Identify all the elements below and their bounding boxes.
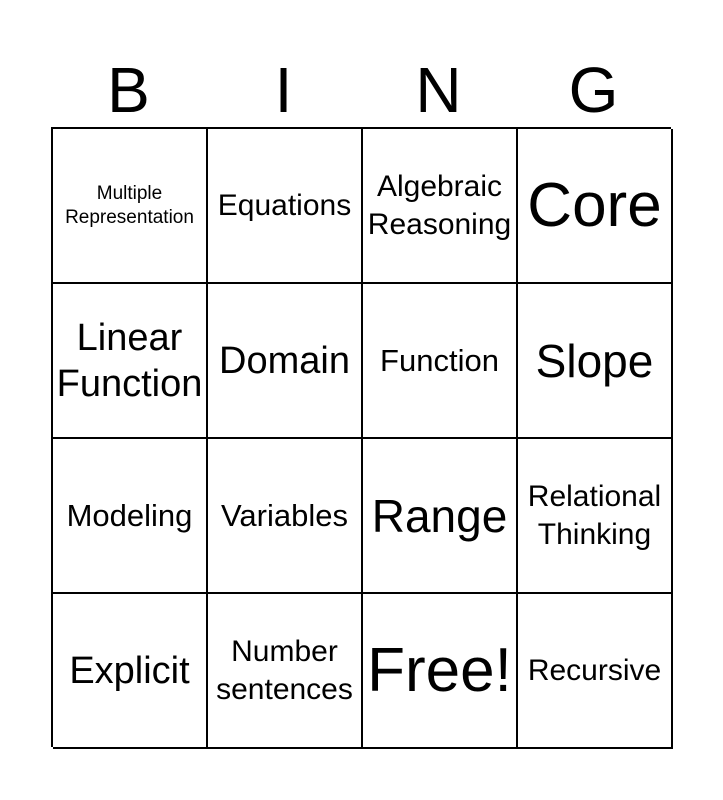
bingo-cell[interactable] [363, 439, 518, 594]
bingo-cell[interactable] [518, 439, 673, 594]
bingo-cell[interactable] [363, 284, 518, 439]
free-space-label: Free! [367, 635, 512, 705]
bingo-cell[interactable] [208, 594, 363, 749]
cell-label: Linear Function [56, 316, 203, 405]
bingo-cell[interactable] [363, 129, 518, 284]
cell-label: Recursive [527, 653, 662, 687]
cell-label: Equations [217, 188, 352, 222]
header-letter-n: N [415, 54, 462, 126]
cell-label: Multiple Representation [65, 182, 194, 228]
cell-label: Function [380, 343, 499, 378]
cell-label: Variables [221, 498, 348, 533]
bingo-cell[interactable] [208, 129, 363, 284]
cell-label: Relational Thinking [527, 479, 662, 551]
cell-label: Domain [219, 339, 350, 382]
cell-label: Algebraic Reasoning [367, 169, 512, 241]
bingo-board [51, 127, 671, 747]
cell-label: Number sentences [216, 634, 353, 706]
cell-label: Range [371, 489, 508, 542]
header-letter-i: I [274, 54, 293, 126]
cell-label: Core [527, 170, 662, 240]
header-letter-b: B [107, 54, 150, 126]
bingo-cell[interactable] [53, 284, 208, 439]
bingo-cell[interactable] [53, 439, 208, 594]
bingo-cell[interactable] [208, 439, 363, 594]
bingo-cell[interactable] [518, 284, 673, 439]
cell-label: Slope [535, 334, 654, 387]
cell-label: Explicit [69, 649, 190, 692]
cell-label: Modeling [66, 498, 193, 533]
header-letter-g: G [568, 54, 619, 126]
bingo-cell[interactable] [53, 129, 208, 284]
bingo-cell[interactable] [518, 129, 673, 284]
bingo-cell[interactable] [53, 594, 208, 749]
bingo-cell[interactable] [518, 594, 673, 749]
bingo-cell[interactable] [208, 284, 363, 439]
free-space-cell[interactable] [363, 594, 518, 749]
bingo-header [51, 52, 671, 128]
